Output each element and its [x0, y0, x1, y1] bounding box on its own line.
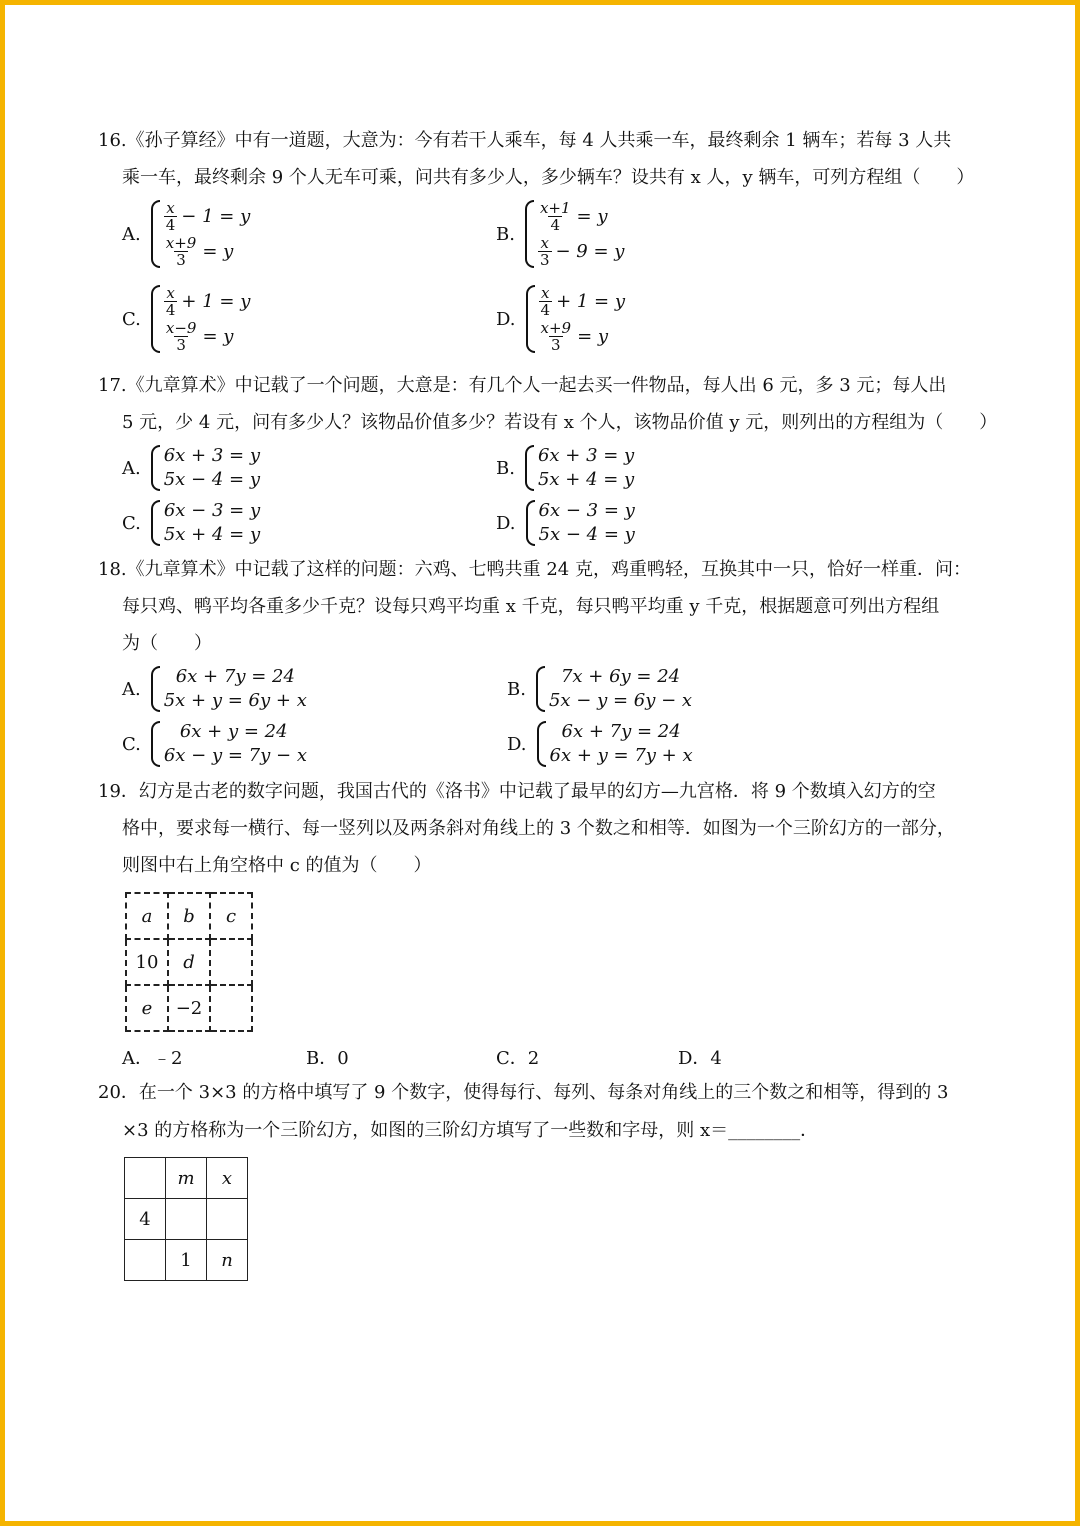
option-label: C.: [122, 512, 141, 534]
option-label: D.: [496, 308, 516, 330]
q19-text-line1: 19．幻方是古老的数字问题，我国古代的《洛书》中记载了最早的幻方—九宫格．将 9 个数填入幻方的空: [98, 781, 936, 802]
option-label: D.: [507, 733, 527, 755]
grid-cell: [125, 1158, 166, 1199]
option-label: C.: [122, 308, 141, 330]
option-label: A.: [122, 457, 141, 479]
option-label: D.: [496, 512, 516, 534]
q18-text-line2: 每只鸡、鸭平均各重多少千克？设每只鸡平均重 x 千克，每只鸭平均重 y 千克，根据题意可列出方程组: [122, 596, 940, 617]
q19-text-line3: 则图中右上角空格中 c 的值为（ ）: [122, 855, 432, 876]
q20-magic-square: [124, 1157, 248, 1281]
option-label: A.: [122, 223, 141, 245]
q18-text-line3: 为（ ）: [122, 633, 212, 654]
grid-cell: [210, 985, 252, 1031]
q16-option-a[interactable]: A. $\frac{x}{4}$ − 1 = y $\frac{x+9}{3}$ = y: [122, 199, 251, 269]
grid-cell: −2: [168, 985, 210, 1031]
q17-option-b[interactable]: B. 6x + 3 = y 5x + 4 = y: [496, 445, 635, 490]
grid-cell: b: [168, 893, 210, 939]
grid-cell: x: [207, 1158, 248, 1199]
grid-cell: 1: [166, 1240, 207, 1281]
q16-text-line1: 16.《孙子算经》中有一道题，大意为：今有若干人乘车，每 4 人共乘一车，最终剩余 1 辆车；若每 3 人共: [98, 130, 952, 151]
q19-choice-d[interactable]: D．4: [678, 1048, 722, 1069]
q19-choice-a[interactable]: A．﹣2: [122, 1048, 183, 1069]
q17-text-line2: 5 元，少 4 元，问有多少人？该物品价值多少？若设有 x 个人，该物品价值 y 元，则列出的方程组为（ ）: [122, 412, 998, 433]
q18-option-b[interactable]: B. 7x + 6y = 24 5x − y = 6y − x: [507, 666, 693, 711]
q19-choice-b[interactable]: B．0: [306, 1048, 349, 1069]
q20-text-line2: ×3 的方格称为一个三阶幻方，如图的三阶幻方填写了一些数和字母，则 x＝________．: [122, 1120, 819, 1141]
option-label: B.: [496, 457, 515, 479]
grid-cell: c: [210, 893, 252, 939]
grid-cell: [207, 1199, 248, 1240]
grid-cell: e: [126, 985, 168, 1031]
option-label: B.: [496, 223, 515, 245]
q17-option-c[interactable]: C. 6x − 3 = y 5x + 4 = y: [122, 500, 261, 545]
q16-option-b[interactable]: B. $\frac{x+1}{4}$ = y $\frac{x}{3}$ − 9 = y: [496, 199, 625, 269]
grid-cell: [210, 939, 252, 985]
grid-cell: 10: [126, 939, 168, 985]
grid-cell: [166, 1199, 207, 1240]
grid-cell: n: [207, 1240, 248, 1281]
option-label: B.: [507, 678, 526, 700]
q17-text-line1: 17.《九章算术》中记载了一个问题，大意是：有几个人一起去买一件物品，每人出 6 元，多 3 元；每人出: [98, 375, 947, 396]
grid-cell: 4: [125, 1199, 166, 1240]
q17-option-a[interactable]: A. 6x + 3 = y 5x − 4 = y: [122, 445, 261, 490]
q19-choice-c[interactable]: C．2: [496, 1048, 540, 1069]
q19-magic-square: [125, 892, 253, 1032]
grid-cell: m: [166, 1158, 207, 1199]
q16-text-line2: 乘一车，最终剩余 9 个人无车可乘，问共有多少人，多少辆车？设共有 x 人，y 辆车，可列方程组（ ）: [122, 167, 975, 188]
q19-text-line2: 格中，要求每一横行、每一竖列以及两条斜对角线上的 3 个数之和相等．如图为一个三阶幻方的一部分，: [122, 818, 955, 839]
grid-cell: d: [168, 939, 210, 985]
q18-text-line1: 18.《九章算术》中记载了这样的问题：六鸡、七鸭共重 24 克，鸡重鸭轻，互换其中一只，恰好一样重．问：: [98, 559, 971, 580]
option-label: A.: [122, 678, 141, 700]
q16-option-c[interactable]: C. $\frac{x}{4}$ + 1 = y $\frac{x-9}{3}$ = y: [122, 284, 251, 354]
option-label: C.: [122, 733, 141, 755]
grid-cell: [125, 1240, 166, 1281]
q18-option-a[interactable]: A. 6x + 7y = 24 5x + y = 6y + x: [122, 666, 307, 711]
q16-option-d[interactable]: D. $\frac{x}{4}$ + 1 = y $\frac{x+9}{3}$ = y: [496, 284, 626, 354]
q20-text-line1: 20．在一个 3×3 的方格中填写了 9 个数字，使得每行、每列、每条对角线上的三个数之和相等，得到的 3: [98, 1082, 949, 1103]
q17-option-d[interactable]: D. 6x − 3 = y 5x − 4 = y: [496, 500, 635, 545]
q18-option-c[interactable]: C. 6x + y = 24 6x − y = 7y − x: [122, 721, 307, 766]
grid-cell: a: [126, 893, 168, 939]
q18-option-d[interactable]: D. 6x + 7y = 24 6x + y = 7y + x: [507, 721, 693, 766]
